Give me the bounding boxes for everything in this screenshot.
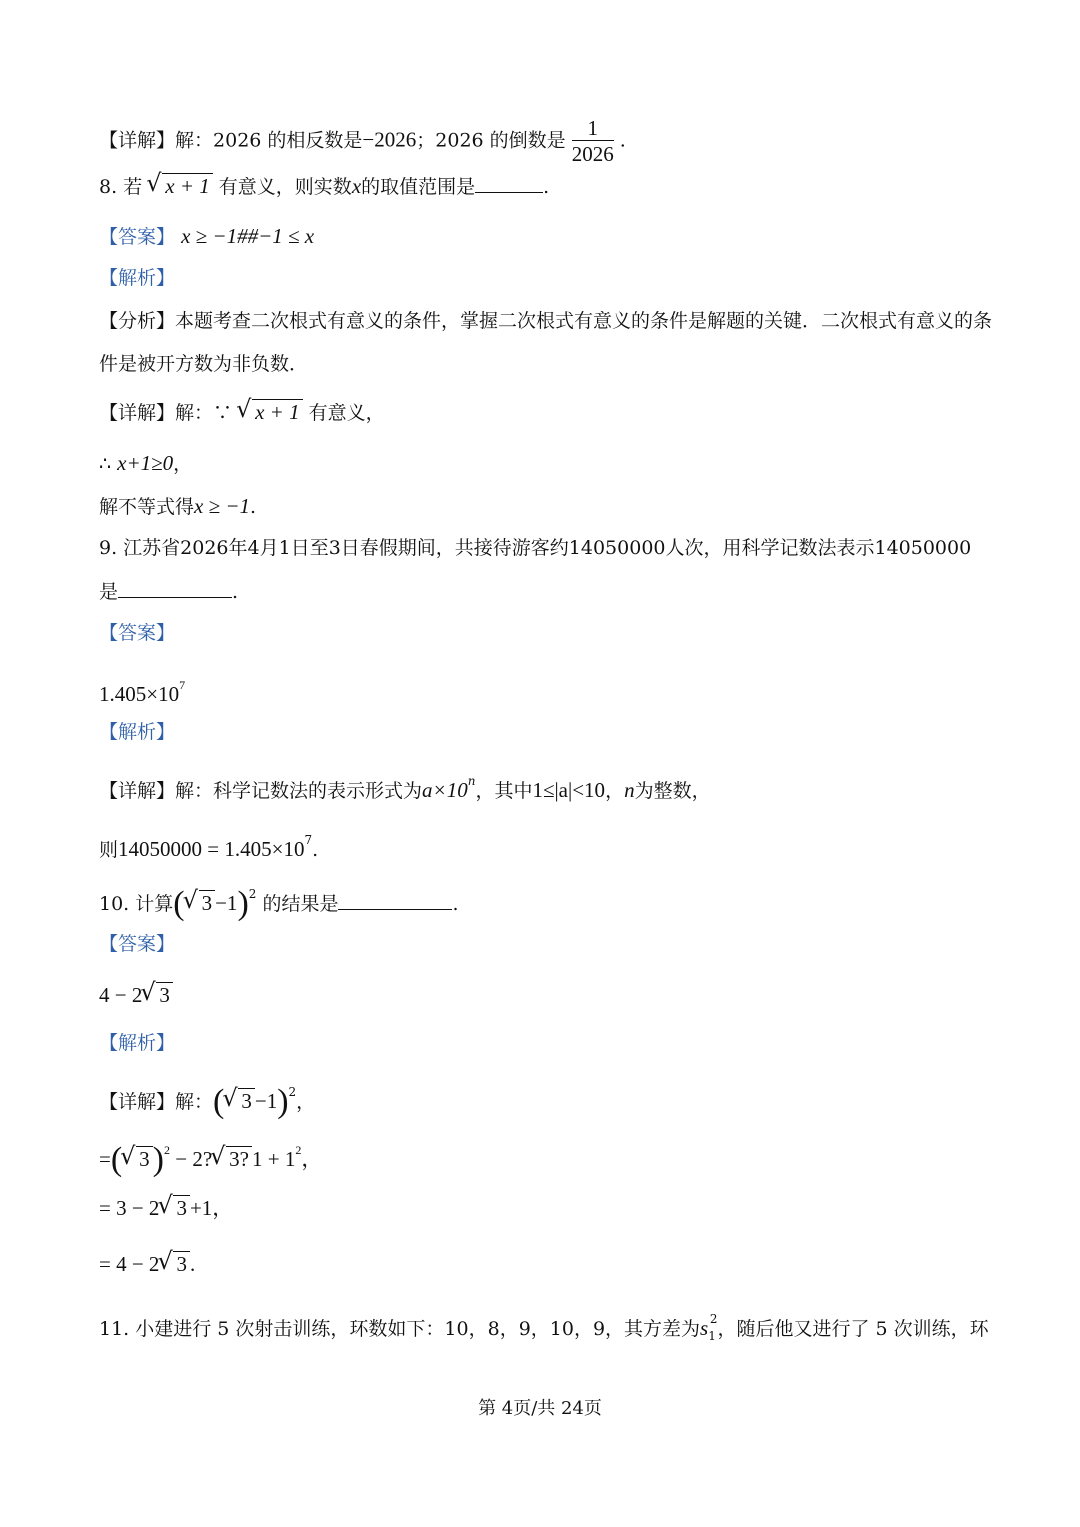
question-9-line2: 是 .	[99, 581, 239, 603]
answer-tag-9: 【答案】	[99, 622, 176, 644]
detail-9-step2: 则$14050000 = 1.405\times 10^7$.	[99, 833, 319, 861]
detail-8-step2: ∴ x+1≥0，	[99, 451, 193, 475]
answer-tag-10: 【答案】	[99, 933, 176, 955]
sqrt-expression: √ 3?	[212, 1147, 252, 1171]
analysis-tag-9: 【解析】	[99, 721, 176, 743]
detail-10-step4: = 4 − 2√ 3 .	[99, 1252, 195, 1276]
detail-8: 【详解】解：∵ √ x + 1 有意义，	[99, 400, 385, 425]
detail-line: 【详解】解：2026 的相反数是−2026；2026 的倒数是 $\frac{1}{2026}$ .	[99, 116, 626, 166]
question-8: 8. 若 √ x + 1 有意义，则实数x的取值范围是 .	[99, 174, 549, 199]
question-11: 11. 小建进行 5 次射击训练，环数如下：10，8，9，10，9，其方差为$s_1^2$，随后他又进行了 5 次训练，环	[99, 1312, 989, 1343]
detail-8-step3: 解不等式得x ≥ −1.	[99, 494, 257, 518]
question-10: 10. 计算(√ 3 −1)$^2$ 的结果是 .	[99, 882, 459, 916]
answer-blank	[338, 891, 452, 910]
sqrt-expression: √ 3	[224, 1089, 255, 1113]
sqrt-expression: √ 3	[142, 983, 173, 1007]
page-footer: 第 4页/共 24页	[478, 1398, 602, 1419]
fraction: $\frac{1}{2026}$	[571, 116, 614, 166]
analysis-8-line2: 件是被开方数为非负数．	[99, 353, 309, 375]
detail-10: 【详解】解：(√ 3 −1)$^2$，	[99, 1080, 315, 1114]
answer-blank	[118, 579, 232, 598]
detail-10-step2: =(√ 3)$^2$ − 2?√ 3? $1 + 1^2$，	[99, 1138, 322, 1172]
detail-9: 【详解】解：科学记数法的表示形式为$a\times 10^n$，其中1≤|a|<10，n为整数，	[99, 774, 711, 802]
answer-9: $1.405\times 10^7$	[99, 678, 186, 706]
analysis-8-line1: 【分析】本题考查二次根式有意义的条件，掌握二次根式有意义的条件是解题的关键．二次根式有意义的条	[99, 310, 993, 332]
analysis-tag-10: 【解析】	[99, 1032, 176, 1054]
sqrt-expression: √ x + 1	[238, 400, 303, 424]
sqrt-expression: √ 3	[159, 1252, 190, 1276]
sqrt-expression: √ 3	[159, 1196, 190, 1220]
answer-10: 4 − 2√ 3	[99, 983, 173, 1007]
sqrt-expression: √ 3	[122, 1147, 153, 1171]
detail-10-step3: = 3 − 2√ 3 +1，	[99, 1196, 233, 1220]
sqrt-expression: √ x + 1	[148, 174, 213, 198]
analysis-tag-8: 【解析】	[99, 267, 176, 289]
answer-8: 【答案】 x ≥ −1##−1 ≤ x	[99, 224, 315, 248]
sqrt-expression: √ 3	[185, 891, 216, 915]
answer-blank	[475, 174, 543, 193]
question-9-line1: 9. 江苏省2026年4月1日至3日春假期间，共接待游客约14050000人次，用科学记数法表示14050000	[99, 537, 972, 559]
